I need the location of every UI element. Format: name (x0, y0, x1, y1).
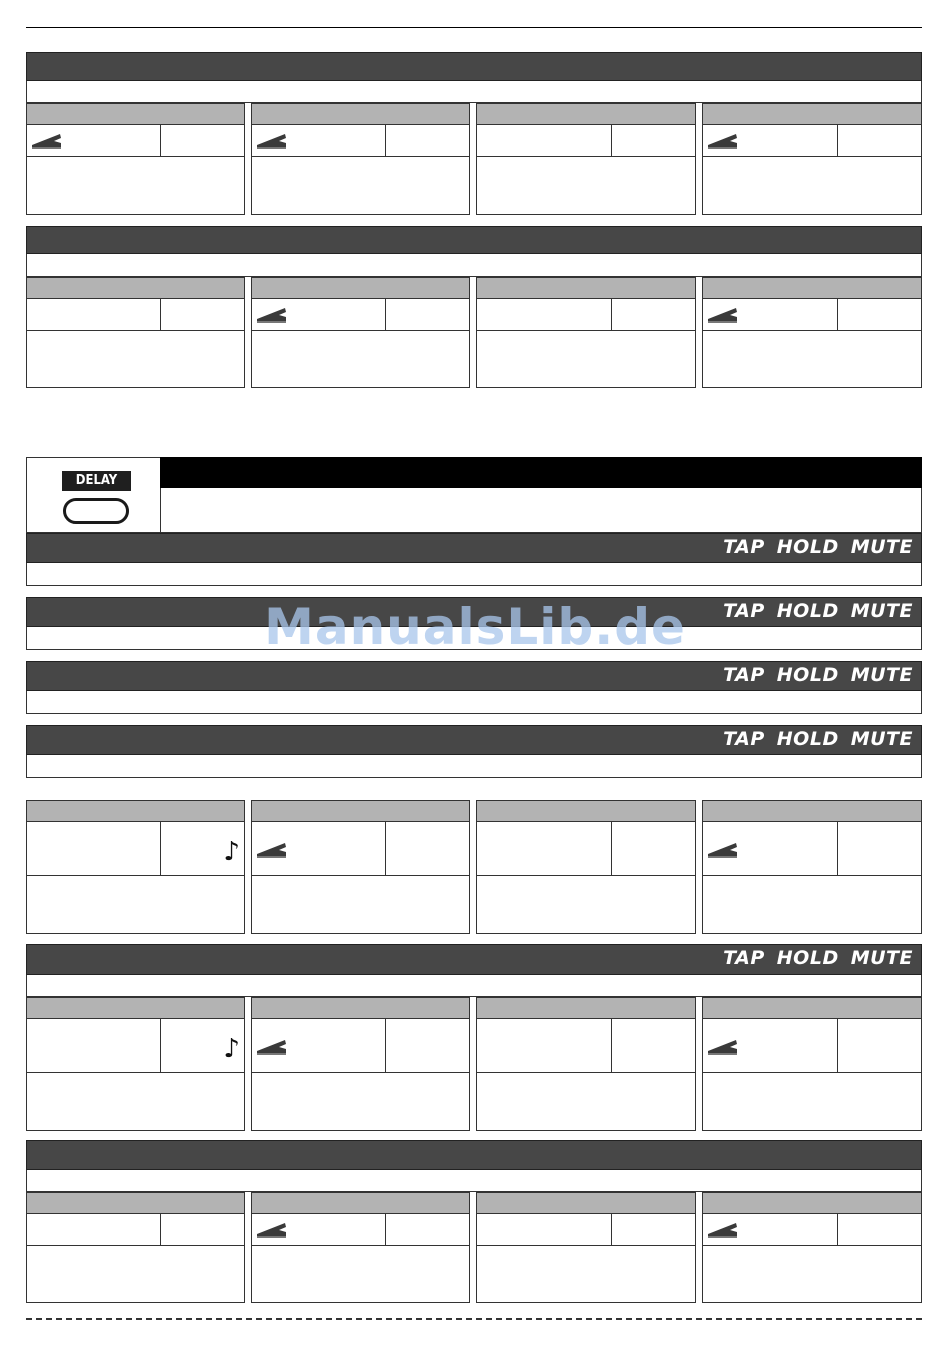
tap-hold-mute-tags (711, 664, 913, 686)
expression-pedal-icon (255, 841, 287, 859)
hold-tag: HOLD (776, 947, 839, 969)
param-name-header (703, 1193, 921, 1214)
value-divider (611, 1018, 612, 1072)
tap-tag: TAP (723, 947, 765, 969)
expression-pedal-icon (255, 132, 287, 150)
param-name-header (477, 998, 695, 1019)
hold-tag: HOLD (776, 600, 839, 622)
param-card (26, 103, 245, 215)
tap-tag: TAP (723, 536, 765, 558)
delay-description (160, 488, 922, 533)
value-divider (160, 1213, 161, 1245)
param-value-row (703, 124, 921, 157)
param-value-row (252, 1213, 469, 1246)
value-divider (611, 124, 612, 156)
mute-tag: MUTE (850, 664, 913, 686)
param-card (251, 103, 470, 215)
value-divider (160, 124, 161, 156)
value-divider (160, 298, 161, 330)
expression-pedal-icon (706, 1221, 738, 1239)
effect-description-row (26, 755, 922, 778)
param-card (702, 1192, 922, 1303)
value-divider (160, 821, 161, 875)
hold-tag: HOLD (776, 664, 839, 686)
delay-footswitch-icon (63, 498, 129, 524)
tap-hold-mute-tags (711, 728, 913, 750)
value-divider (385, 1018, 386, 1072)
param-name-header (477, 104, 695, 125)
hold-tag: HOLD (776, 728, 839, 750)
param-value-row (27, 298, 244, 331)
tap-tag: TAP (723, 664, 765, 686)
param-value-row (477, 298, 695, 331)
value-divider (837, 124, 838, 156)
value-divider (837, 821, 838, 875)
param-card (251, 277, 470, 388)
param-name-header (27, 278, 244, 299)
tap-hold-mute-tags (711, 947, 913, 969)
param-value-row (27, 821, 244, 876)
param-name-header (703, 104, 921, 125)
param-card (476, 997, 696, 1131)
delay-module-box (26, 457, 161, 533)
effect-description-row (26, 975, 922, 997)
param-card (26, 277, 245, 388)
value-divider (611, 298, 612, 330)
mute-tag: MUTE (850, 600, 913, 622)
param-card (476, 800, 696, 934)
param-name-header (703, 278, 921, 299)
value-divider (160, 1018, 161, 1072)
expression-pedal-icon (706, 1038, 738, 1056)
eighth-note-icon: ♪ (223, 837, 240, 867)
param-card (26, 997, 245, 1131)
param-value-row (27, 1018, 244, 1073)
param-value-row (252, 124, 469, 157)
effect-title-bar (26, 944, 922, 975)
param-value-row (703, 1018, 921, 1073)
eighth-note-icon: ♪ (223, 1034, 240, 1064)
expression-pedal-icon (706, 306, 738, 324)
param-name-header (252, 104, 469, 125)
expression-pedal-icon (255, 1221, 287, 1239)
param-name-header (703, 998, 921, 1019)
param-card (702, 103, 922, 215)
mute-tag: MUTE (850, 947, 913, 969)
param-card (476, 103, 696, 215)
param-name-header (252, 1193, 469, 1214)
value-divider (385, 1213, 386, 1245)
hold-tag: HOLD (776, 536, 839, 558)
param-card (26, 800, 245, 934)
param-value-row (703, 298, 921, 331)
param-card (251, 997, 470, 1131)
param-name-header (27, 1193, 244, 1214)
effect-title-bar (26, 661, 922, 691)
param-value-row (252, 821, 469, 876)
param-value-row (252, 298, 469, 331)
effect-description-row (26, 1170, 922, 1192)
param-name-header (27, 998, 244, 1019)
watermark: ManualsLib.de (264, 598, 686, 656)
param-name-header (252, 801, 469, 822)
mute-tag: MUTE (850, 728, 913, 750)
value-divider (385, 124, 386, 156)
param-value-row (27, 124, 244, 157)
value-divider (837, 298, 838, 330)
mute-tag: MUTE (850, 536, 913, 558)
param-value-row (477, 1018, 695, 1073)
effect-description-row (26, 81, 922, 103)
effect-title-bar (26, 533, 922, 563)
param-name-header (477, 801, 695, 822)
value-divider (837, 1018, 838, 1072)
param-card (702, 997, 922, 1131)
param-card (702, 800, 922, 934)
value-divider (385, 298, 386, 330)
effect-description-row (26, 691, 922, 714)
bottom-dashed-rule (26, 1318, 922, 1320)
expression-pedal-icon (706, 132, 738, 150)
param-card (26, 1192, 245, 1303)
tap-tag: TAP (723, 728, 765, 750)
param-name-header (27, 801, 244, 822)
delay-label: DELAY (62, 471, 131, 491)
param-name-header (703, 801, 921, 822)
param-card (251, 1192, 470, 1303)
effect-description-row (26, 563, 922, 586)
param-value-row (477, 821, 695, 876)
param-value-row (252, 1018, 469, 1073)
effect-description-row (26, 254, 922, 277)
value-divider (611, 821, 612, 875)
param-value-row (27, 1213, 244, 1246)
expression-pedal-icon (706, 841, 738, 859)
value-divider (611, 1213, 612, 1245)
param-card (476, 277, 696, 388)
value-divider (837, 1213, 838, 1245)
param-card (476, 1192, 696, 1303)
param-name-header (252, 278, 469, 299)
param-name-header (27, 104, 244, 125)
effect-title-bar (26, 52, 922, 81)
tap-tag: TAP (723, 600, 765, 622)
param-name-header (477, 278, 695, 299)
tap-hold-mute-tags (711, 536, 913, 558)
expression-pedal-icon (255, 306, 287, 324)
value-divider (385, 821, 386, 875)
expression-pedal-icon (255, 1038, 287, 1056)
param-name-header (477, 1193, 695, 1214)
param-value-row (477, 1213, 695, 1246)
effect-title-bar (26, 226, 922, 254)
effect-title-bar (26, 1140, 922, 1170)
effect-title-bar (26, 725, 922, 755)
param-card (251, 800, 470, 934)
param-name-header (252, 998, 469, 1019)
param-value-row (477, 124, 695, 157)
top-rule (26, 27, 922, 28)
param-value-row (703, 821, 921, 876)
delay-title-bar (160, 457, 922, 488)
param-card (702, 277, 922, 388)
expression-pedal-icon (30, 132, 62, 150)
param-value-row (703, 1213, 921, 1246)
